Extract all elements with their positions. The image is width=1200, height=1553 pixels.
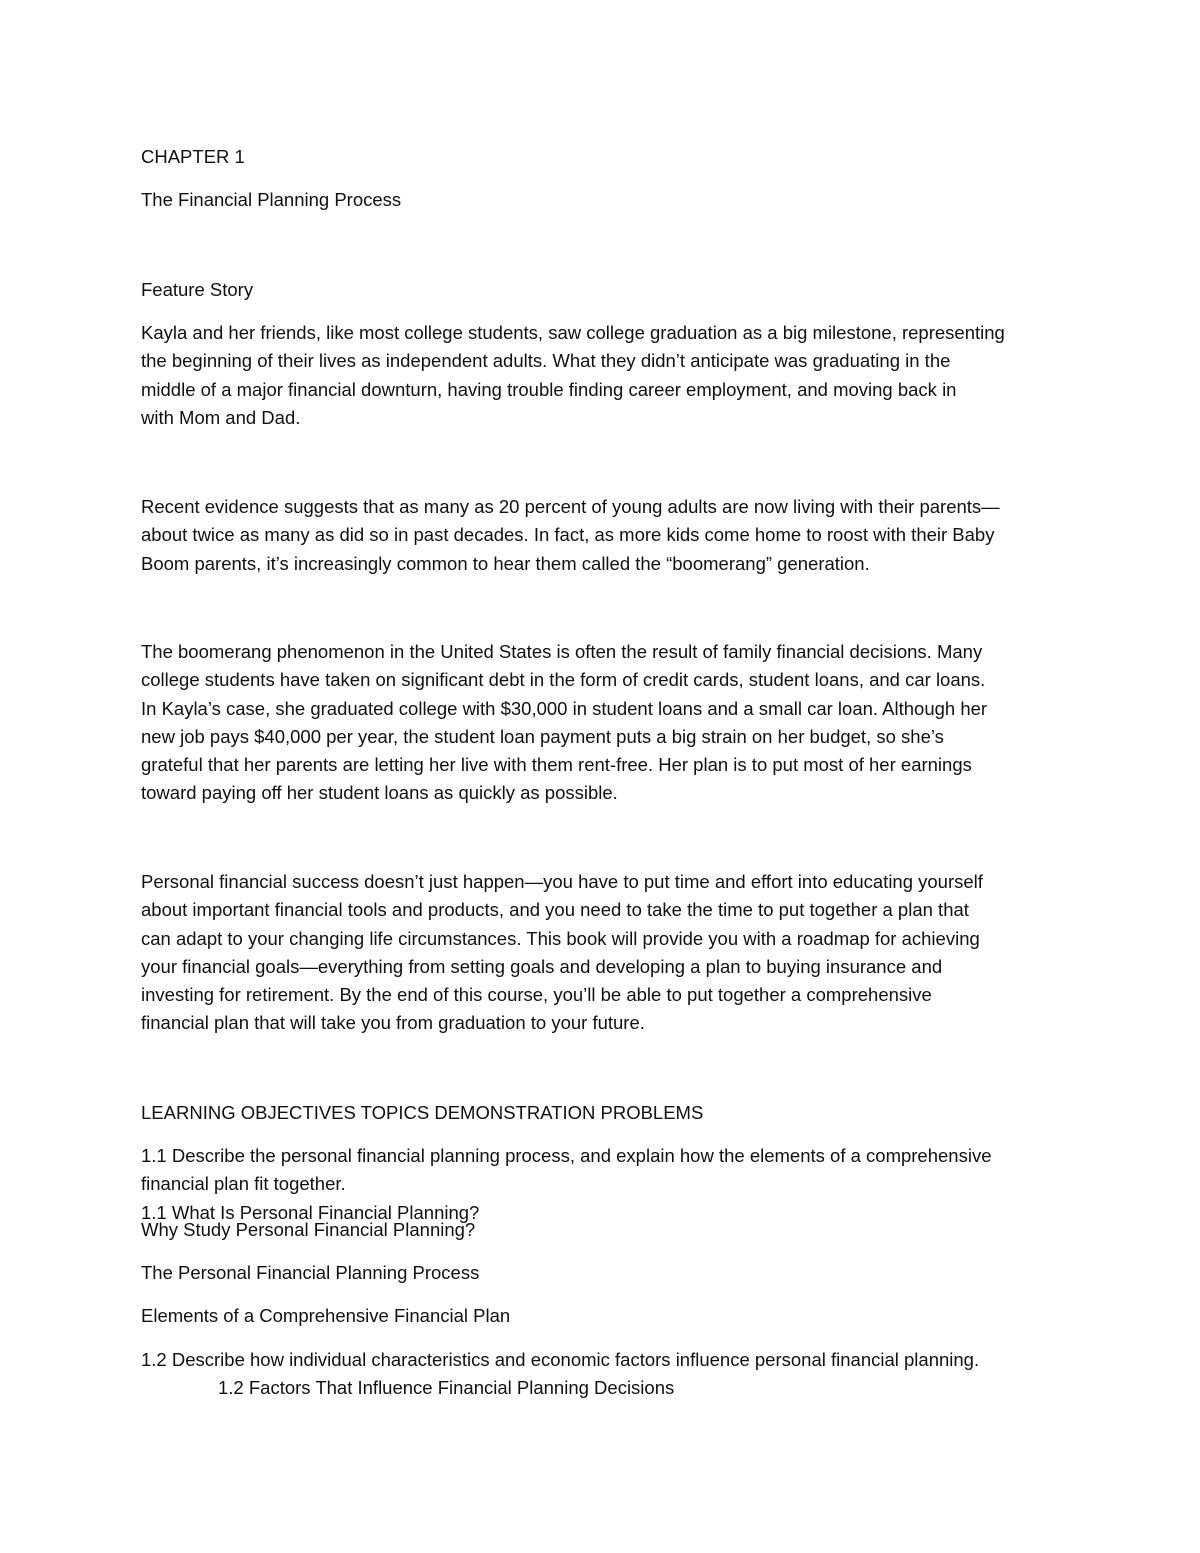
paragraph-2 <box>141 493 1071 578</box>
paragraph-line: investing for retirement. By the end of this course, you’ll be able to put together a comprehensive <box>141 984 932 1006</box>
paragraph-line: The boomerang phenomenon in the United States is often the result of family financial decisions. Many <box>141 641 983 662</box>
paragraph-line: Boom parents, it’s increasingly common to hear them called the “boomerang” generation. <box>141 552 870 574</box>
topic-item: The Personal Financial Planning Process <box>141 1262 480 1283</box>
paragraph-line: grateful that her parents are letting her live with them rent-free. Her plan is to put most of her earnings <box>141 754 972 776</box>
paragraph-line: the beginning of their lives as independent adults. What they didn’t anticipate was graduating in the <box>141 350 951 372</box>
paragraph-line: Recent evidence suggests that as many as 20 percent of young adults are now living with their parents— <box>141 496 1000 517</box>
topic-item: Why Study Personal Financial Planning? <box>141 1219 476 1240</box>
paragraph-line: college students have taken on significant debt in the form of credit cards, student loans, and car loans. <box>141 669 986 691</box>
paragraph-line: Kayla and her friends, like most college students, saw college graduation as a big milestone, representing <box>141 322 1005 343</box>
paragraph-3 <box>141 638 1071 808</box>
paragraph-line: your financial goals—everything from setting goals and developing a plan to buying insurance and <box>141 955 943 977</box>
chapter-title: The Financial Planning Process <box>141 189 402 210</box>
paragraph-line: Personal financial success doesn’t just happen—you have to put time and effort into educating yourself <box>141 871 983 892</box>
topic-title: 1.1 What Is Personal Financial Planning? <box>141 1201 480 1223</box>
chapter-label: CHAPTER 1 <box>141 146 245 167</box>
paragraph-line: toward paying off her student loans as quickly as possible. <box>141 782 618 804</box>
paragraph-line: middle of a major financial downturn, having trouble finding career employment, and moving back in <box>141 378 957 400</box>
paragraph-line: about important financial tools and products, and you need to take the time to put together a plan that <box>141 899 969 921</box>
feature-story-heading: Feature Story <box>141 279 254 300</box>
paragraph-4 <box>141 868 1071 1038</box>
objective-1-2: 1.2 Describe how individual characteristics and economic factors influence personal financial planning. <box>141 1349 980 1370</box>
paragraph-line: with Mom and Dad. <box>141 406 301 428</box>
learning-objectives-header: LEARNING OBJECTIVES TOPICS DEMONSTRATION PROBLEMS <box>141 1102 704 1123</box>
paragraph-line: about twice as many as did so in past decades. In fact, as more kids come home to roost with their Baby <box>141 524 995 546</box>
topic-item: Elements of a Comprehensive Financial Plan <box>141 1305 511 1326</box>
paragraph-1 <box>141 319 1071 432</box>
objective-line: 1.1 Describe the personal financial planning process, and explain how the elements of a comprehensive <box>141 1145 992 1166</box>
paragraph-line: In Kayla’s case, she graduated college with $30,000 in student loans and a small car loan. Although her <box>141 697 988 719</box>
paragraph-line: can adapt to your changing life circumstances. This book will provide you with a roadmap for achieving <box>141 927 980 949</box>
paragraph-line: new job pays $40,000 per year, the student loan payment puts a big strain on her budget, so she’s <box>141 725 944 747</box>
objective-1-1 <box>141 1142 1071 1227</box>
objective-text: financial plan fit together. <box>141 1173 346 1195</box>
topic-title: 1.2 Factors That Influence Financial Planning Decisions <box>218 1377 675 1398</box>
paragraph-line: financial plan that will take you from graduation to your future. <box>141 1012 645 1034</box>
